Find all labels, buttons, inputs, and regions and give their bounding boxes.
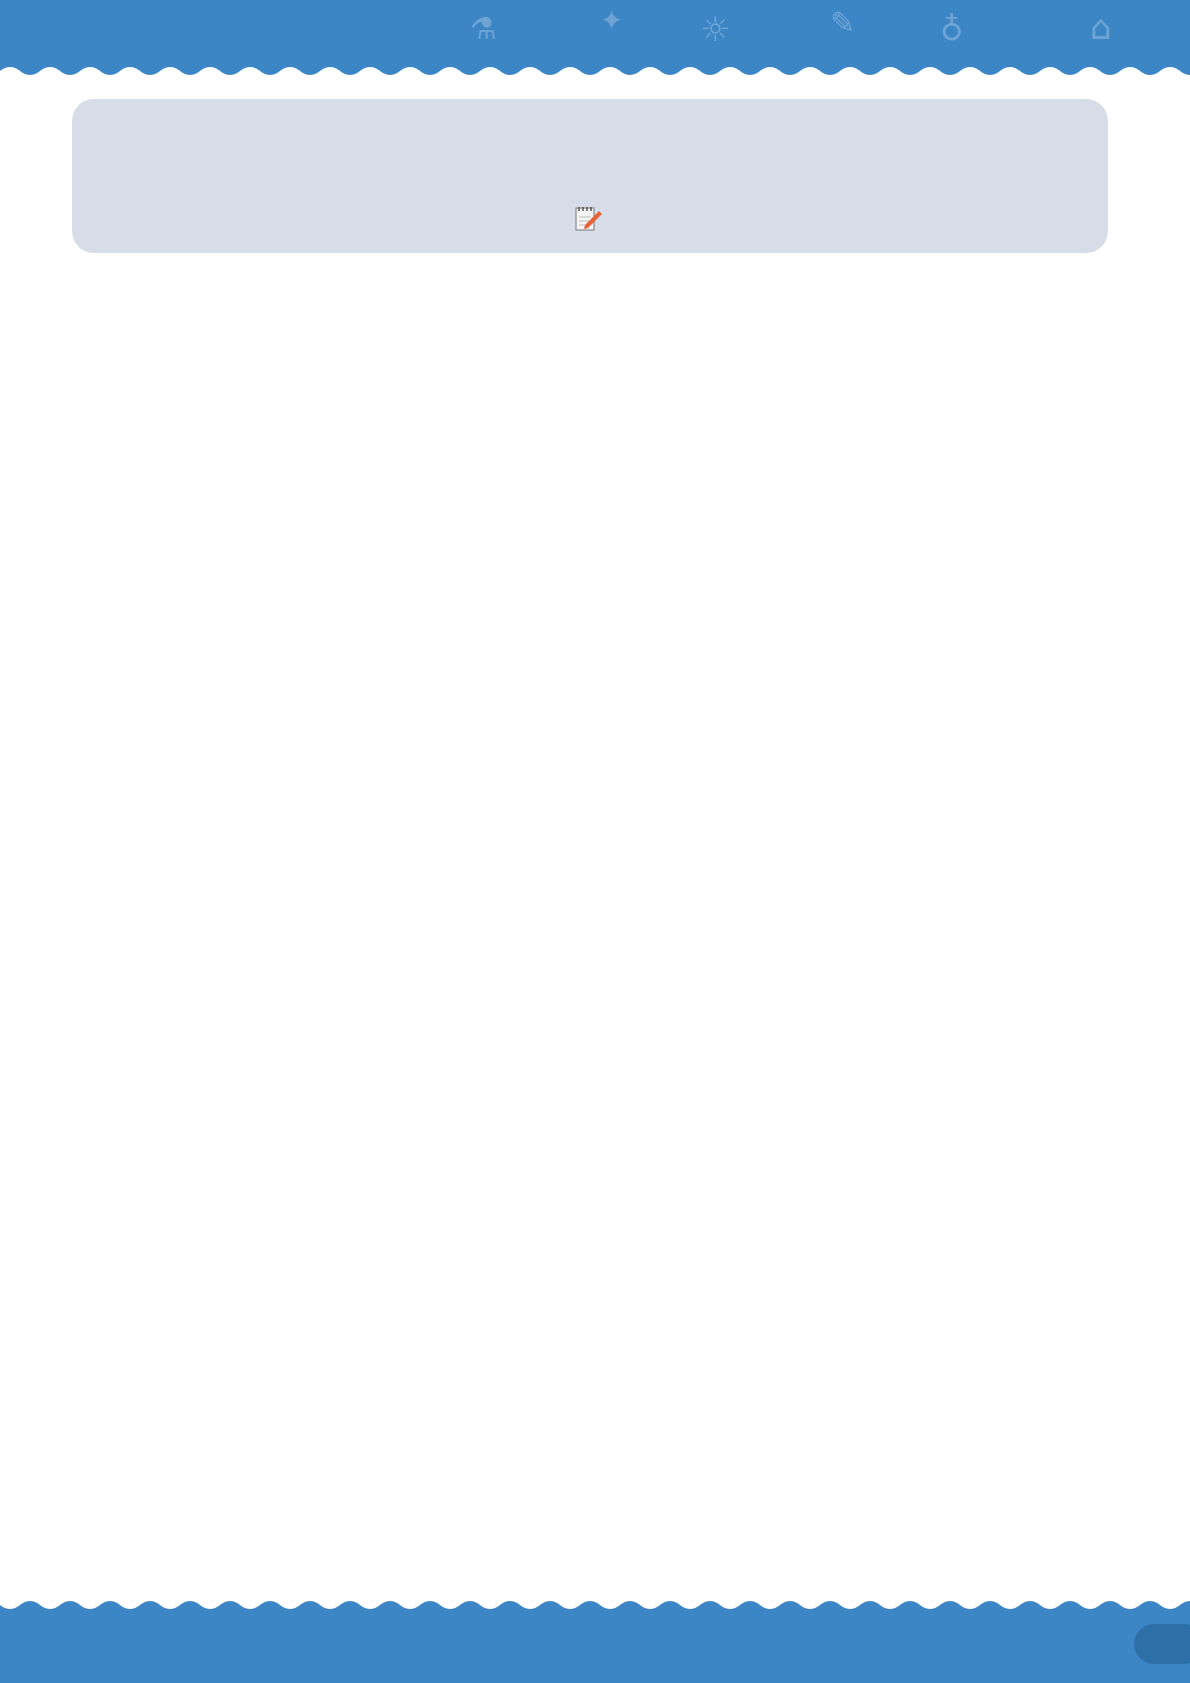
exam-title-box bbox=[72, 99, 1108, 253]
doodle-icon: ⌂ bbox=[1090, 8, 1112, 48]
header-wave bbox=[0, 63, 1190, 78]
doodle-icon: ♁ bbox=[940, 10, 964, 48]
exam-author bbox=[72, 203, 1108, 235]
footer-band bbox=[0, 1598, 1190, 1683]
doodle-icon: ✎ bbox=[830, 6, 856, 41]
header-band bbox=[0, 0, 1190, 78]
doodle-icon: ☼ bbox=[700, 10, 731, 50]
footer-pill-decoration bbox=[1134, 1624, 1190, 1664]
doodle-icon: ✦ bbox=[600, 4, 624, 37]
doodle-icon: ⚗ bbox=[470, 12, 497, 47]
notepad-pencil-icon bbox=[573, 203, 603, 233]
footer-wave bbox=[0, 1598, 1190, 1613]
